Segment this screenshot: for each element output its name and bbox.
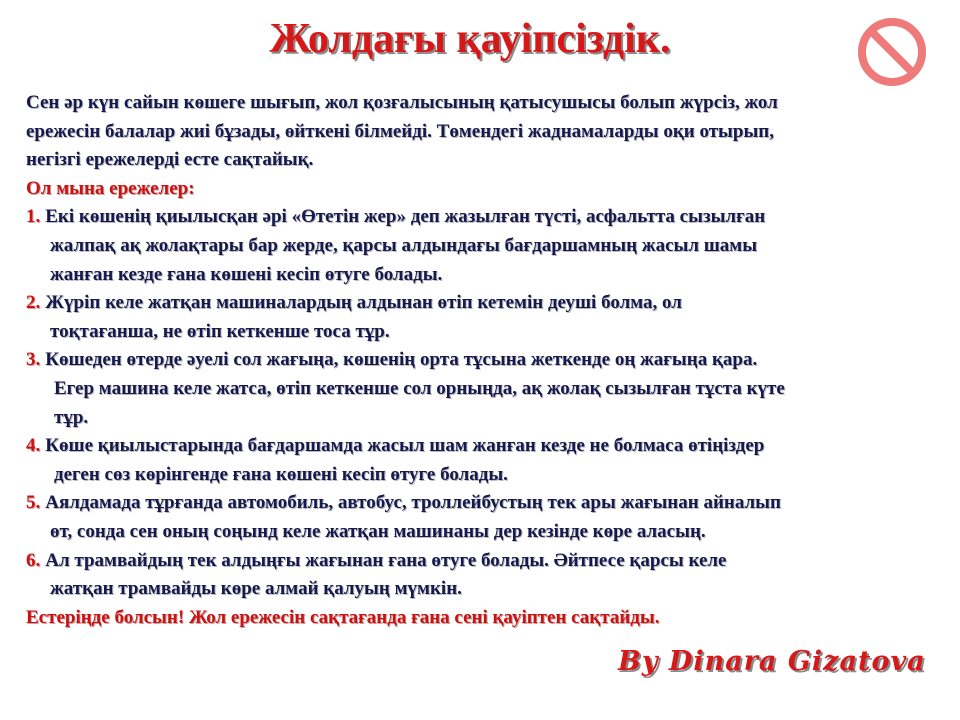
rule-text: Аялдамада тұрғанда автомобиль, автобус, троллейбустың тек ары жағынан айналып [45, 492, 781, 514]
content-body [26, 89, 936, 632]
rule-item [26, 547, 936, 576]
intro-line: ережесін балалар жиі бұзады, өйткені білмейді. Төмендегі жаднамаларды оқи отырып, [26, 120, 774, 142]
author-signature: By Dinara Gizatova [618, 646, 926, 677]
page-title: Жолдағы қауіпсіздік. [269, 16, 671, 62]
intro-line: негізгі ережелерді есте сақтайық. [26, 149, 314, 171]
rule-text: Егер машина келе жатса, өтіп кеткенше сол орныңда, ақ жолақ сызылған тұста күте [54, 377, 785, 399]
rule-item [26, 432, 936, 461]
rule-number: 4. [26, 435, 41, 457]
rule-text: Ал трамвайдың тек алдыңғы жағынан ғана өтуге болады. Әйтпесе қарсы келе [45, 549, 727, 571]
rule-text: жанған кезде ғана көшені кесіп өтуге болады. [50, 263, 443, 285]
rule-text: тұр. [54, 406, 89, 428]
rule-text: деген сөз көрінгенде ғана көшені кесіп өтуге болады. [54, 463, 508, 485]
rule-text: Екі көшенің қиылысқан әрі «Өтетін жер» деп жазылған түсті, асфальтта сызылған [45, 206, 766, 228]
closing-note: Естеріңде болсын! Жол ережесін сақтағанда ғана сені қауіптен сақтайды. [26, 606, 660, 628]
rule-number: 5. [26, 492, 41, 514]
rule-number: 2. [26, 292, 41, 314]
rule-text: Көшеден өтерде әуелі сол жағыңа, көшенің орта тұсына жеткенде оң жағыңа қара. [45, 349, 758, 371]
rule-number: 3. [26, 349, 41, 371]
prohibition-icon [856, 16, 928, 88]
rule-text: жатқан трамвайды көре алмай қалуың мүмкін. [50, 578, 462, 600]
rule-number: 1. [26, 206, 41, 228]
rule-text: тоқтағанша, не өтіп кеткенше тоса тұр. [50, 320, 390, 342]
rule-item [26, 203, 936, 232]
rule-text: өт, сонда сен оның соңынд келе жатқан машинаны дер кезінде көре аласың. [50, 520, 706, 542]
rule-item [26, 289, 936, 318]
rule-text: Жүріп келе жатқан машиналардың алдынан өтіп кетемін деуші болма, ол [45, 292, 682, 314]
rule-text: Көше қиылыстарында бағдаршамда жасыл шам жанған кезде не болмаса өтіңіздер [45, 435, 765, 457]
rules-heading: Ол мына ережелер: [26, 177, 195, 199]
rule-text: жалпақ ақ жолақтары бар жерде, қарсы алдындағы бағдаршамның жасыл шамы [50, 234, 758, 256]
rule-item [26, 346, 936, 375]
rule-number: 6. [26, 549, 41, 571]
rule-item [26, 489, 936, 518]
intro-line: Сен әр күн сайын көшеге шығып, жол қозғалысының қатысушысы болып жүрсіз, жол [26, 92, 778, 113]
